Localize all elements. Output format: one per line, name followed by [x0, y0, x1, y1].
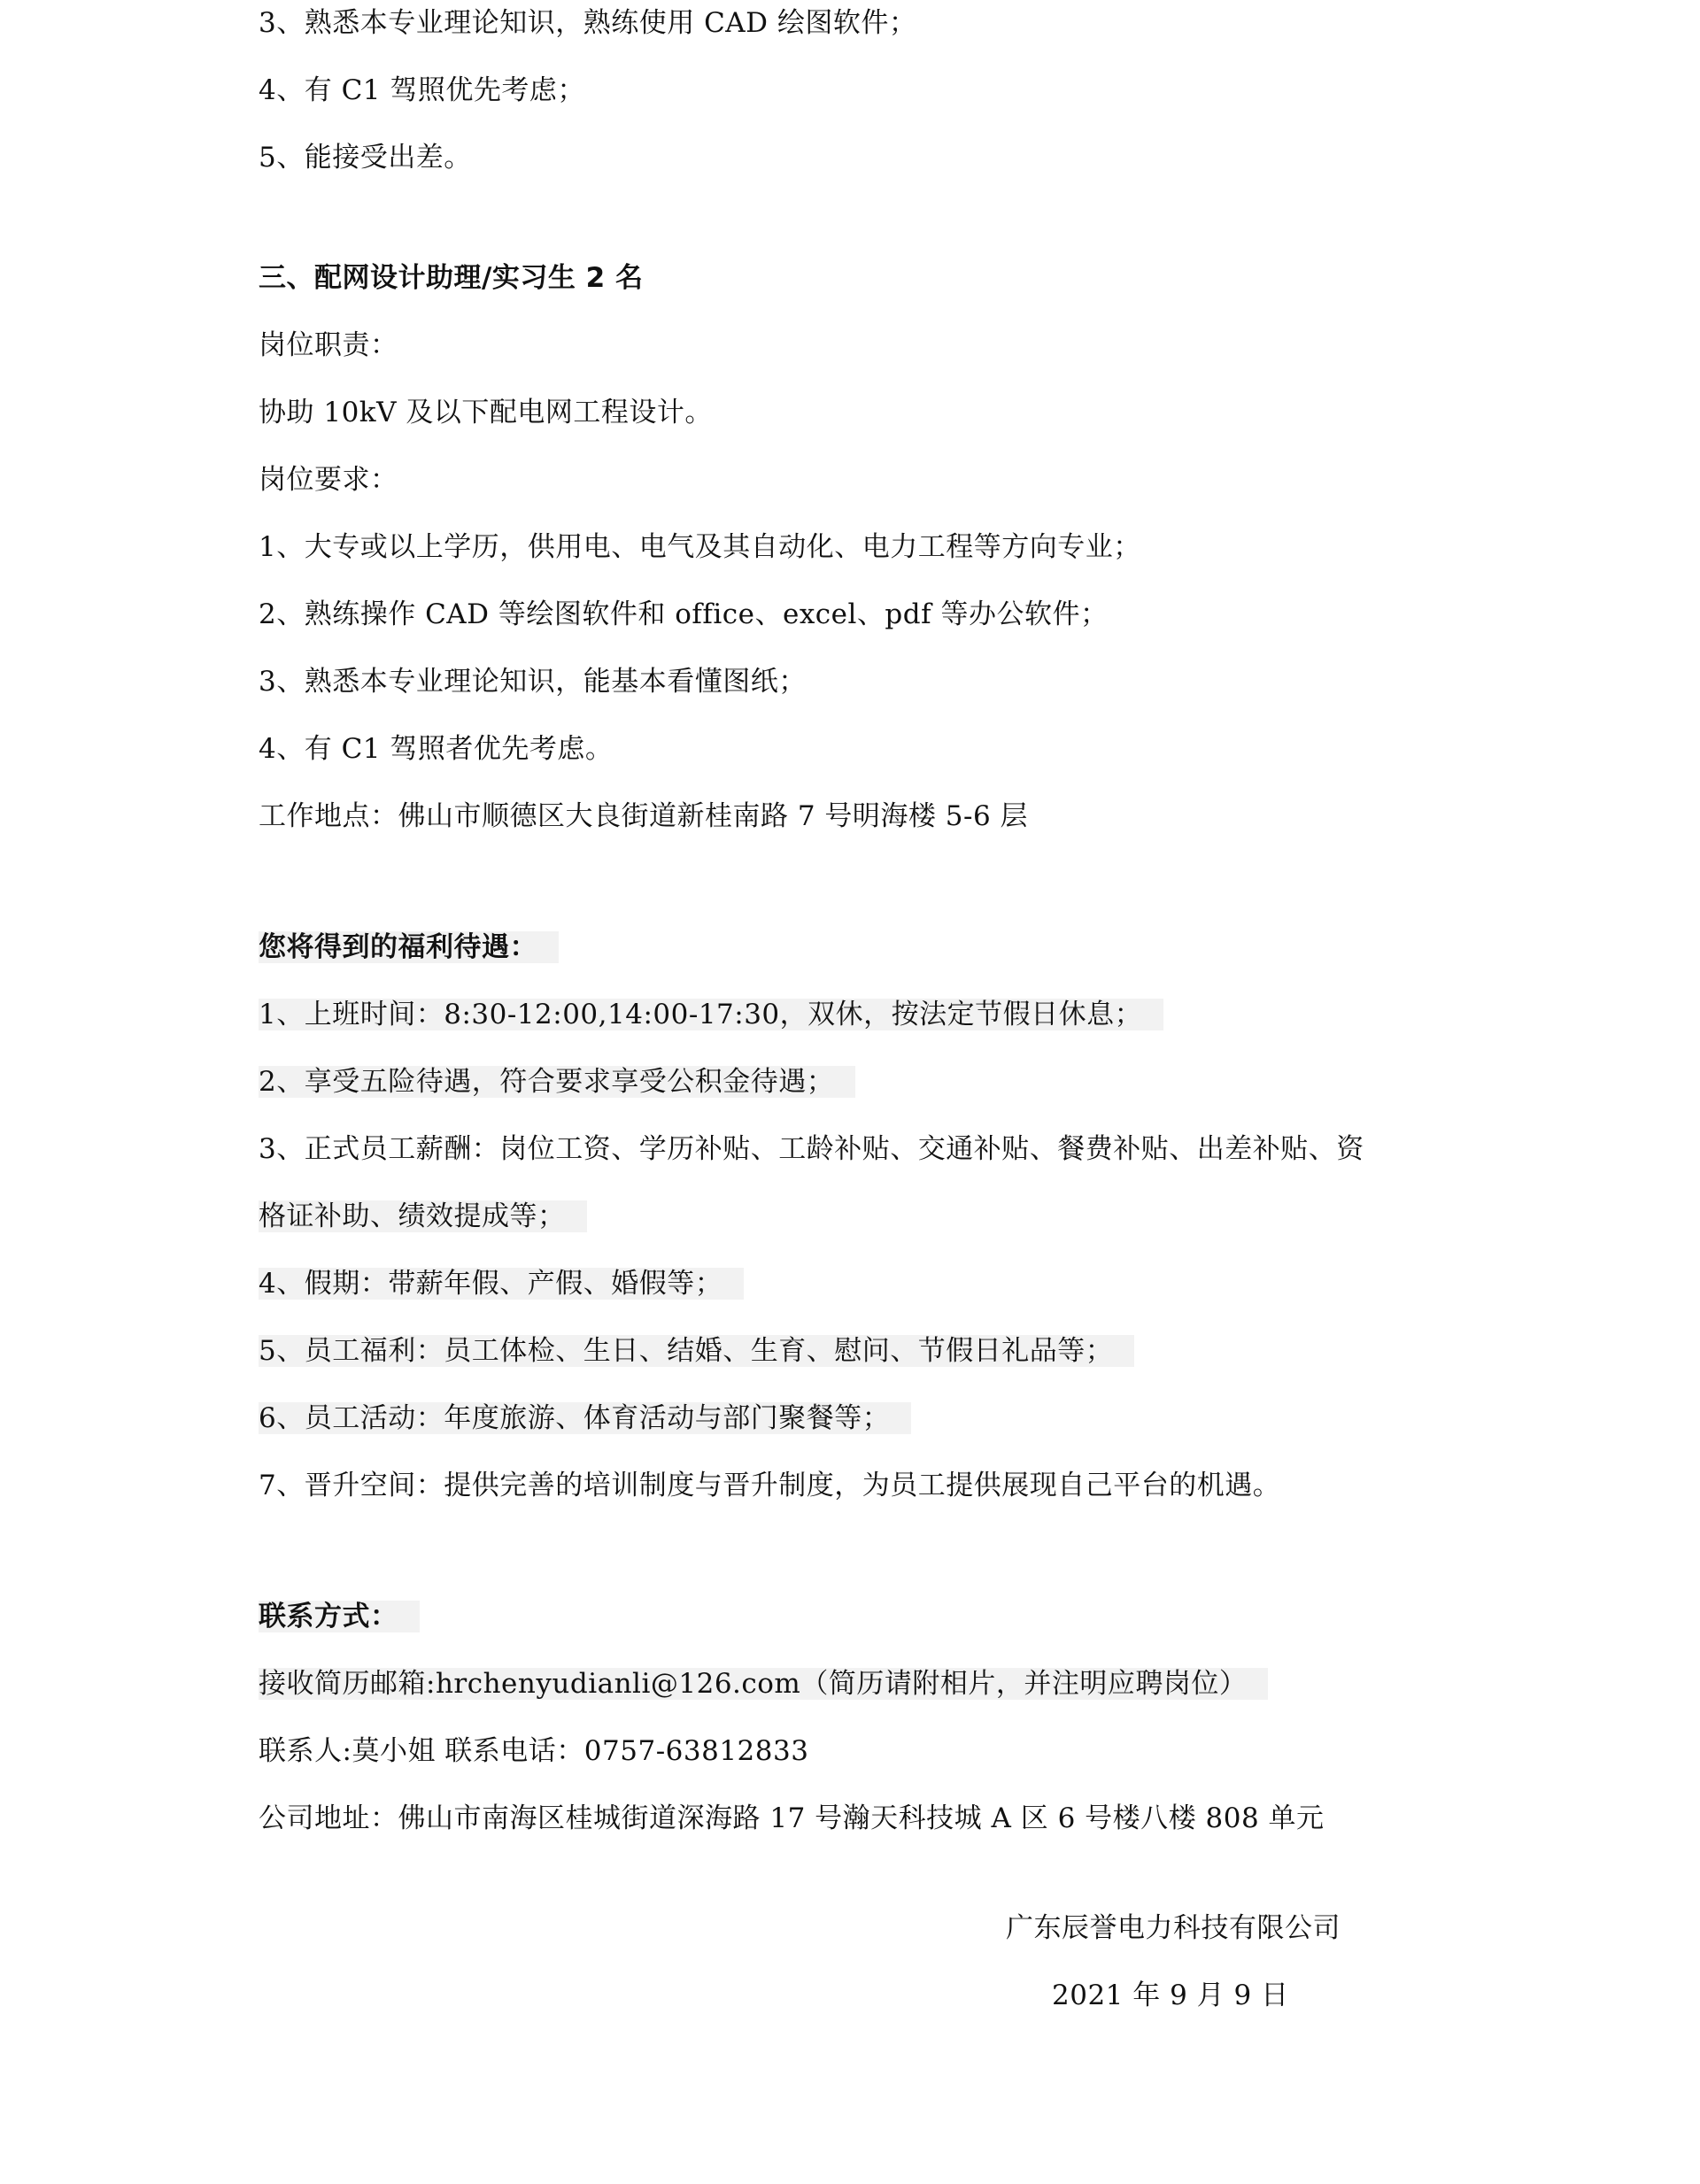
- benefit-item: 1、上班时间：8:30-12:00,14:00-17:30，双休，按法定节假日休息；: [259, 999, 1163, 1030]
- benefit-item: 4、假期：带薪年假、产假、婚假等；: [259, 1268, 744, 1300]
- requirement-item: 4、有 C1 驾照者优先考虑。: [259, 733, 614, 765]
- contact-person: 联系人:莫小姐 联系电话：0757-63812833: [259, 1735, 809, 1767]
- benefit-line: [259, 1266, 744, 1301]
- benefit-line: [259, 1401, 911, 1436]
- requirement-item: 4、有 C1 驾照优先考虑；: [259, 74, 585, 106]
- contact-line: [259, 1666, 1268, 1702]
- benefits-title: 您将得到的福利待遇：: [259, 931, 559, 963]
- requirement-item: 2、熟练操作 CAD 等绘图软件和 office、excel、pdf 等办公软件；: [259, 598, 1109, 630]
- benefit-line: [259, 1131, 1364, 1167]
- benefit-item: 7、晋升空间：提供完善的培训制度与晋升制度，为员工提供展现自己平台的机遇。: [259, 1470, 1281, 1501]
- benefit-line: [259, 1064, 855, 1100]
- requirements-label: 岗位要求：: [259, 464, 398, 496]
- benefit-item: 格证补助、绩效提成等；: [259, 1200, 587, 1232]
- document-date: 2021 年 9 月 9 日: [1052, 1979, 1289, 2011]
- benefit-item: 6、员工活动：年度旅游、体育活动与部门聚餐等；: [259, 1402, 911, 1434]
- duties-label: 岗位职责：: [259, 329, 398, 361]
- contact-heading: [259, 1599, 420, 1634]
- company-name: 广东辰誉电力科技有限公司: [1006, 1912, 1341, 1944]
- contact-title: 联系方式：: [259, 1601, 420, 1632]
- requirement-item: 3、熟悉本专业理论知识，熟练使用 CAD 绘图软件；: [259, 7, 917, 39]
- requirement-item: 1、大专或以上学历，供用电、电气及其自动化、电力工程等方向专业；: [259, 531, 1141, 563]
- benefit-item: 2、享受五险待遇，符合要求享受公积金待遇；: [259, 1066, 855, 1098]
- benefit-line: [259, 1333, 1134, 1369]
- requirement-item: 5、能接受出差。: [259, 142, 472, 174]
- benefit-line: [259, 1199, 587, 1234]
- benefit-item: 5、员工福利：员工体检、生日、结婚、生育、慰问、节假日礼品等；: [259, 1335, 1134, 1367]
- resume-email: 接收简历邮箱:hrchenyudianli@126.com（简历请附相片，并注明应聘岗位）: [259, 1668, 1268, 1700]
- work-location: 工作地点：佛山市顺德区大良街道新桂南路 7 号明海楼 5-6 层: [259, 800, 1029, 832]
- company-address: 公司地址：佛山市南海区桂城街道深海路 17 号瀚天科技城 A 区 6 号楼八楼 808 单元: [259, 1802, 1325, 1834]
- benefit-line: [259, 1468, 1280, 1503]
- benefit-line: [259, 997, 1163, 1032]
- benefits-heading: [259, 930, 559, 965]
- requirement-item: 3、熟悉本专业理论知识，能基本看懂图纸；: [259, 666, 807, 698]
- section-title: 三、配网设计助理/实习生 2 名: [259, 262, 644, 294]
- benefit-item: 3、正式员工薪酬：岗位工资、学历补贴、工龄补贴、交通补贴、餐费补贴、出差补贴、资: [259, 1133, 1364, 1165]
- duties-text: 协助 10kV 及以下配电网工程设计。: [259, 397, 713, 428]
